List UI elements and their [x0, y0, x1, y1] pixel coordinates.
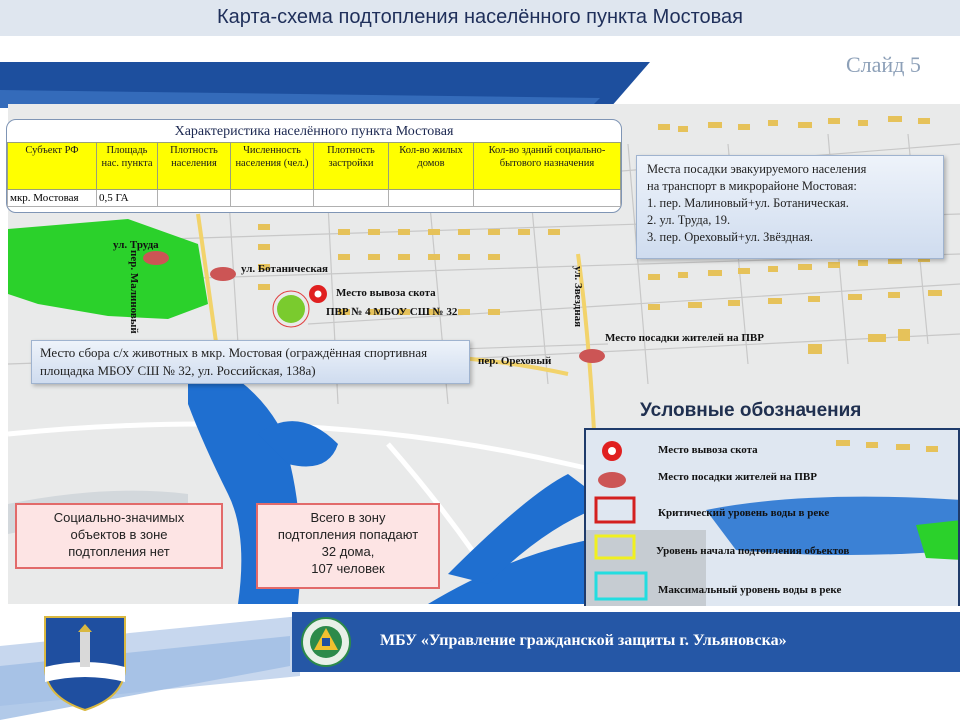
table-header: Кол-во зданий социально-бытового назначения — [474, 143, 621, 190]
legend-title: Условные обозначения — [640, 400, 862, 421]
table-cell: мкр. Мостовая — [8, 190, 97, 207]
legend-item: Максимальный уровень воды в реке — [658, 584, 842, 596]
table-cell — [231, 190, 314, 207]
table-cell — [314, 190, 389, 207]
table-header: Площадь нас. пункта — [97, 143, 158, 190]
legend-item: Место посадки жителей на ПВР — [658, 471, 817, 483]
table-title: Характеристика населённого пункта Мостовая — [174, 124, 454, 139]
slide-number: Слайд 5 — [846, 52, 921, 77]
table-cell: 0,5 ГА — [97, 190, 158, 207]
label-per-malinovy: пер. Малиновый — [128, 250, 140, 334]
total-line: подтопления попадают — [277, 527, 419, 542]
footer-organization: МБУ «Управление гражданской защиты г. Ульяновска» — [380, 632, 787, 649]
legend-item: Место вывоза скота — [658, 444, 758, 456]
info-line: 3. пер. Ореховый+ул. Звёздная. — [647, 230, 814, 244]
social-line: объектов в зоне — [70, 527, 168, 542]
legend-item: Уровень начала подтопления объектов — [656, 545, 850, 557]
social-line: Социально-значимых — [53, 510, 185, 525]
legend-background — [586, 430, 960, 608]
table-cell — [158, 190, 231, 207]
table-header: Численность населения (чел.) — [231, 143, 314, 190]
characteristics-table — [7, 142, 621, 207]
info-line: на транспорт в микрорайоне Мостовая: — [647, 179, 857, 193]
label-pvr: ПВР № 4 МБОУ СШ № 32 — [326, 306, 458, 318]
table-header: Кол-во жилых домов — [389, 143, 474, 190]
total-line: 107 человек — [311, 561, 385, 576]
table-cell — [389, 190, 474, 207]
social-line: подтопления нет — [68, 544, 170, 559]
legend — [584, 428, 960, 608]
table-header: Плотность застройки — [314, 143, 389, 190]
info-line: 1. пер. Малиновый+ул. Ботаническая. — [647, 196, 849, 210]
table-header: Плотность населения — [158, 143, 231, 190]
legend-item: Критический уровень воды в реке — [658, 507, 830, 519]
civil-defense-emblem-icon — [300, 616, 352, 668]
label-mesto-vyvoza-skota: Место вывоза скота — [336, 287, 436, 299]
characteristics-table-panel — [6, 119, 622, 213]
evacuation-info-box — [636, 155, 944, 259]
total-line: 32 дома, — [321, 544, 375, 559]
flood-totals-box — [256, 503, 440, 589]
page-title: Карта-схема подтопления населённого пункта Мостовая — [216, 6, 744, 28]
table-cell — [474, 190, 621, 207]
label-ul-zvezdnaya: ул. Звездная — [572, 266, 584, 328]
social-objects-box — [15, 503, 223, 569]
label-ul-botanicheskaya: ул. Ботаническая — [241, 263, 328, 275]
label-mesto-posadki: Место посадки жителей на ПВР — [605, 332, 764, 344]
label-ul-truda: ул. Труда — [113, 239, 159, 251]
info-line: Места посадки эвакуируемого населения — [647, 162, 867, 176]
info-line: 2. ул. Труда, 19. — [647, 213, 731, 227]
header-band — [0, 60, 960, 110]
table-header: Субъект РФ — [8, 143, 97, 190]
total-line: Всего в зону — [310, 510, 386, 525]
animal-gathering-box: Место сбора с/х животных в мкр. Мостовая (ограждённая спортивная площадка МБОУ СШ № 32, ул. Российская, 138а) — [31, 340, 470, 384]
label-per-orekhovy: пер. Ореховый — [478, 355, 552, 367]
city-coat-of-arms-icon — [40, 612, 130, 712]
